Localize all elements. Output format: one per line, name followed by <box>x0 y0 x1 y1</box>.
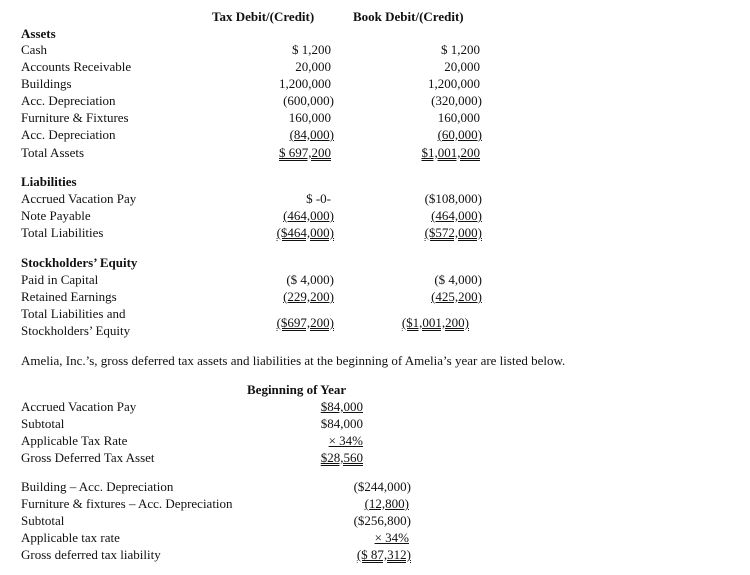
deferred-liability-value: (12,800) <box>364 496 409 511</box>
deferred-liability-label: Building – Acc. Depreciation <box>21 479 174 494</box>
total-assets-label: Total Assets <box>21 145 85 160</box>
tax-column-header: Tax Debit/(Credit) <box>212 9 315 24</box>
total-liabilities-book: ($572,000) <box>424 225 482 240</box>
asset-label: Cash <box>21 42 47 57</box>
deferred-liability-value: × 34% <box>374 530 409 545</box>
deferred-asset-value: $84,000 <box>320 399 363 414</box>
total-liabilities-label: Total Liabilities <box>21 225 104 240</box>
equity-heading: Stockholders’ Equity <box>21 255 138 270</box>
gross-deferred-tax-asset-label: Gross Deferred Tax Asset <box>21 450 155 465</box>
deferred-liability-value: ($244,000) <box>353 479 411 494</box>
deferred-liability-label: Applicable tax rate <box>21 530 120 545</box>
deferred-liability-label: Subtotal <box>21 513 65 528</box>
equity-label: Paid in Capital <box>21 272 99 287</box>
deferred-tax-note: Amelia, Inc.’s, gross deferred tax assets and liabilities at the beginning of Amelia’s year are listed below. <box>21 353 566 368</box>
asset-book-value: 20,000 <box>444 59 480 74</box>
deferred-asset-label: Subtotal <box>21 416 65 431</box>
equity-book-value: (425,200) <box>431 289 482 304</box>
equity-book-value: ($ 4,000) <box>434 272 482 287</box>
asset-label: Buildings <box>21 76 72 91</box>
asset-tax-value: $ 1,200 <box>292 42 331 57</box>
asset-tax-value: (600,000) <box>283 93 334 108</box>
gross-deferred-tax-asset-value: $28,560 <box>320 450 363 465</box>
asset-book-value: 160,000 <box>437 110 480 125</box>
liability-tax-value: $ -0- <box>306 191 331 206</box>
asset-tax-value: (84,000) <box>289 127 334 142</box>
equity-tax-value: (229,200) <box>283 289 334 304</box>
asset-tax-value: 160,000 <box>288 110 331 125</box>
asset-label: Acc. Depreciation <box>21 127 116 142</box>
liability-label: Note Payable <box>21 208 91 223</box>
asset-book-value: $ 1,200 <box>441 42 480 57</box>
asset-label: Furniture & Fixtures <box>21 110 129 125</box>
deferred-liability-value: ($256,800) <box>353 513 411 528</box>
liability-book-value: ($108,000) <box>424 191 482 206</box>
total-assets-book: $1,001,200 <box>421 145 480 160</box>
equity-label: Retained Earnings <box>21 289 117 304</box>
deferred-asset-value: $84,000 <box>320 416 363 431</box>
deferred-asset-value: × 34% <box>328 433 363 448</box>
total-liabilities-equity-book: ($1,001,200) <box>401 315 469 330</box>
liability-label: Accrued Vacation Pay <box>21 191 137 206</box>
gross-deferred-tax-liability-label: Gross deferred tax liability <box>21 547 161 562</box>
total-liabilities-equity-label: Stockholders’ Equity <box>21 323 131 338</box>
deferred-asset-label: Accrued Vacation Pay <box>21 399 137 414</box>
asset-label: Accounts Receivable <box>21 59 132 74</box>
asset-tax-value: 20,000 <box>295 59 331 74</box>
deferred-liability-label: Furniture & fixtures – Acc. Depreciation <box>21 496 233 511</box>
asset-book-value: 1,200,000 <box>428 76 480 91</box>
total-liabilities-equity-label: Total Liabilities and <box>21 306 126 321</box>
asset-book-value: (60,000) <box>437 127 482 142</box>
liability-tax-value: (464,000) <box>283 208 334 223</box>
book-column-header: Book Debit/(Credit) <box>353 9 464 24</box>
asset-book-value: (320,000) <box>431 93 482 108</box>
total-liabilities-tax: ($464,000) <box>276 225 334 240</box>
liabilities-heading: Liabilities <box>21 174 77 189</box>
liability-book-value: (464,000) <box>431 208 482 223</box>
deferred-asset-label: Applicable Tax Rate <box>21 433 128 448</box>
assets-heading: Assets <box>21 26 56 41</box>
asset-label: Acc. Depreciation <box>21 93 116 108</box>
beginning-of-year-heading: Beginning of Year <box>247 382 347 397</box>
total-assets-tax: $ 697,200 <box>279 145 331 160</box>
equity-tax-value: ($ 4,000) <box>286 272 334 287</box>
gross-deferred-tax-liability-value: ($ 87,312) <box>356 547 411 562</box>
asset-tax-value: 1,200,000 <box>279 76 331 91</box>
total-liabilities-equity-tax: ($697,200) <box>276 315 334 330</box>
